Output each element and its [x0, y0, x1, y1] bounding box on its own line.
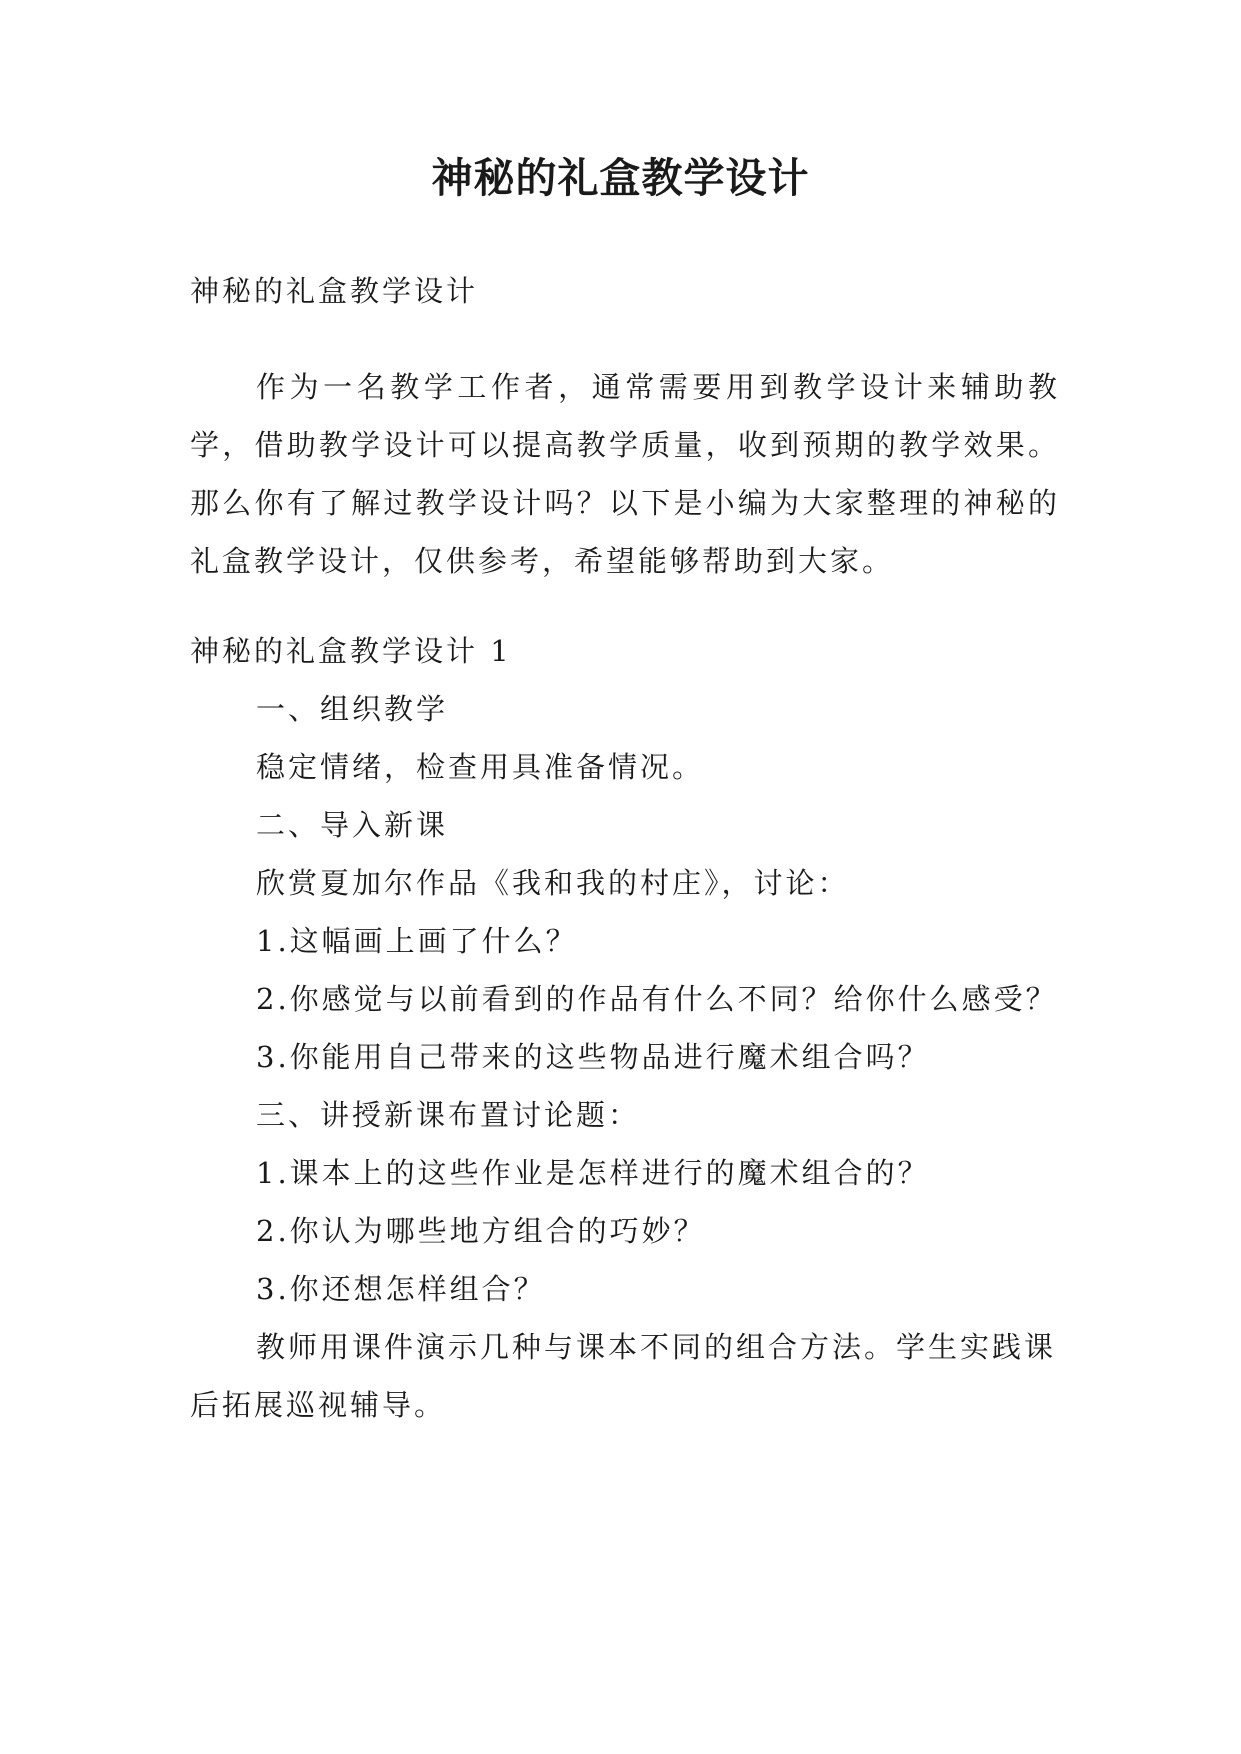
intro-paragraph: 作为一名教学工作者，通常需要用到教学设计来辅助教学，借助教学设计可以提高教学质量，收到预期的教学效果。那么你有了解过教学设计吗？以下是小编为大家整理的神秘的礼盒教学设计，仅供参考，希望能够帮助到大家。 [190, 370, 1060, 578]
section-heading: 神秘的礼盒教学设计 1 [190, 634, 512, 668]
section-line: 一、组织教学 [256, 692, 449, 726]
section-line: 二、导入新课 [256, 808, 449, 842]
section-line: 3.你能用自己带来的这些物品进行魔术组合吗？ [256, 1040, 930, 1074]
section-line: 3.你还想怎样组合？ [256, 1272, 546, 1306]
section-line: 2.你认为哪些地方组合的巧妙？ [256, 1214, 706, 1248]
document-title: 神秘的礼盒教学设计 [431, 154, 810, 202]
document-body [190, 262, 1060, 320]
subtitle: 神秘的礼盒教学设计 [190, 274, 479, 308]
section-line: 1.课本上的这些作业是怎样进行的魔术组合的？ [256, 1156, 930, 1190]
section-line: 三、讲授新课布置讨论题： [256, 1098, 641, 1132]
section-1 [190, 622, 1060, 1434]
section-line: 2.你感觉与以前看到的作品有什么不同？给你什么感受？ [256, 982, 1058, 1016]
section-line: 欣赏夏加尔作品《我和我的村庄》，讨论： [256, 866, 850, 900]
section-line: 1.这幅画上画了什么？ [256, 924, 578, 958]
section-line: 教师用课件演示几种与课本不同的组合方法。学生实践课后拓展巡视辅导。 [190, 1330, 1057, 1422]
section-line: 稳定情绪，检查用具准备情况。 [256, 750, 705, 784]
intro-block [190, 358, 1060, 590]
